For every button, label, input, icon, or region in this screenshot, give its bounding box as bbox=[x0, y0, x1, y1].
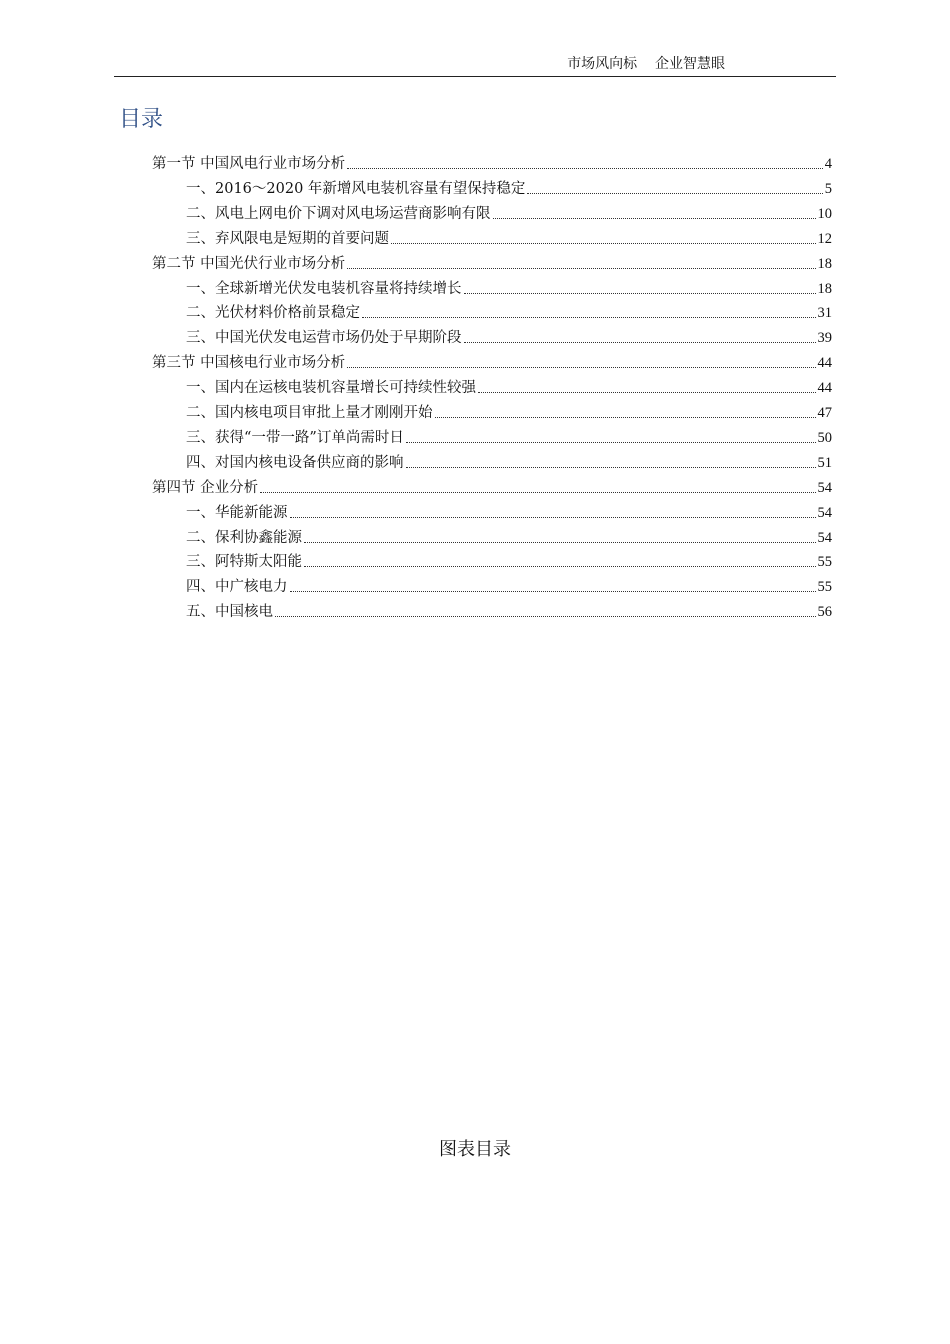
toc-subsection-entry[interactable] bbox=[186, 277, 832, 299]
toc-page-number: 5 bbox=[824, 180, 832, 197]
toc-dot-leader bbox=[304, 566, 816, 567]
toc-subsection-entry[interactable] bbox=[186, 301, 832, 323]
toc-dot-leader bbox=[347, 367, 815, 368]
toc-subsection-entry[interactable] bbox=[186, 376, 832, 398]
toc-subsection-entry[interactable] bbox=[186, 426, 832, 448]
toc-section-entry[interactable] bbox=[152, 351, 832, 373]
toc-entry-label: 一、全球新增光伏发电装机容量将持续增长 bbox=[186, 280, 462, 297]
toc-page-number: 55 bbox=[817, 579, 832, 596]
toc-entry-label: 五、中国核电 bbox=[186, 604, 273, 621]
toc-dot-leader bbox=[260, 492, 815, 493]
toc-page-number: 18 bbox=[817, 255, 832, 272]
toc-entry-label: 一、2016～2020 年新增风电装机容量有望保持稳定 bbox=[186, 180, 526, 197]
toc-title: 目录 bbox=[119, 107, 164, 132]
toc-page-number: 54 bbox=[817, 529, 832, 546]
toc-entry-label: 二、光伏材料价格前景稳定 bbox=[186, 305, 360, 322]
toc-subsection-entry[interactable] bbox=[186, 401, 832, 423]
toc-entry-label: 四、对国内核电设备供应商的影响 bbox=[186, 454, 404, 471]
toc-page-number: 4 bbox=[824, 156, 832, 172]
toc-entry-label: 二、保利协鑫能源 bbox=[186, 529, 302, 546]
toc-page-number: 54 bbox=[817, 479, 832, 496]
toc-dot-leader bbox=[464, 293, 816, 294]
toc-dot-leader bbox=[464, 342, 816, 343]
toc-entry-label: 第三节 中国核电行业市场分析 bbox=[152, 355, 346, 372]
toc-page-number: 31 bbox=[817, 305, 832, 322]
toc-subsection-entry[interactable] bbox=[186, 326, 832, 348]
toc-subsection-entry[interactable] bbox=[186, 177, 832, 199]
toc-entry-label: 三、获得“一带一路”订单尚需时日 bbox=[186, 429, 404, 446]
toc-page-number: 54 bbox=[817, 504, 832, 521]
toc-dot-leader bbox=[406, 467, 816, 468]
toc-entry-label: 第二节 中国光伏行业市场分析 bbox=[152, 255, 346, 272]
toc-entry-label: 四、中广核电力 bbox=[186, 579, 288, 596]
toc-entry-label: 一、华能新能源 bbox=[186, 504, 288, 521]
toc-dot-leader bbox=[527, 193, 822, 194]
toc-page-number: 10 bbox=[817, 205, 832, 222]
toc-page-number: 56 bbox=[817, 604, 832, 621]
toc-entry-label: 二、风电上网电价下调对风电场运营商影响有限 bbox=[186, 205, 491, 222]
toc-page-number: 47 bbox=[817, 405, 832, 421]
header-text: 市场风向标 企业智慧眼 bbox=[567, 56, 725, 72]
toc-entry-label: 第四节 企业分析 bbox=[152, 479, 259, 496]
toc-dot-leader bbox=[406, 442, 816, 443]
toc-page-number: 55 bbox=[817, 554, 832, 571]
toc-page-number: 50 bbox=[817, 429, 832, 446]
toc-entry-label: 三、弃风限电是短期的首要问题 bbox=[186, 230, 389, 247]
toc-dot-leader bbox=[391, 243, 816, 244]
toc-dot-leader bbox=[493, 218, 816, 219]
toc-page-number: 18 bbox=[817, 280, 832, 297]
toc-subsection-entry[interactable] bbox=[186, 451, 832, 473]
toc-dot-leader bbox=[347, 168, 823, 169]
toc-subsection-entry[interactable] bbox=[186, 501, 832, 523]
toc-subsection-entry[interactable] bbox=[186, 600, 832, 622]
toc-entry-label: 三、中国光伏发电运营市场仍处于早期阶段 bbox=[186, 330, 462, 347]
toc-dot-leader bbox=[347, 268, 815, 269]
toc-section-entry[interactable] bbox=[152, 476, 832, 498]
toc-subsection-entry[interactable] bbox=[186, 575, 832, 597]
toc-entry-label: 第一节 中国风电行业市场分析 bbox=[152, 156, 346, 172]
toc-page-number: 51 bbox=[817, 454, 832, 471]
toc-page-number: 12 bbox=[817, 230, 832, 247]
toc-page-number: 39 bbox=[817, 330, 832, 347]
toc-entry-label: 三、阿特斯太阳能 bbox=[186, 554, 302, 571]
toc-subsection-entry[interactable] bbox=[186, 227, 832, 249]
toc-page-number: 44 bbox=[817, 380, 832, 397]
toc-subsection-entry[interactable] bbox=[186, 202, 832, 224]
toc-dot-leader bbox=[275, 616, 816, 617]
toc-dot-leader bbox=[290, 591, 816, 592]
toc-subsection-entry[interactable] bbox=[186, 550, 832, 572]
toc-page-number: 44 bbox=[817, 355, 832, 372]
toc-subsection-entry[interactable] bbox=[186, 526, 832, 548]
toc-entry-label: 一、国内在运核电装机容量增长可持续性较强 bbox=[186, 380, 476, 397]
toc-dot-leader bbox=[290, 517, 816, 518]
toc-dot-leader bbox=[435, 417, 816, 418]
toc-dot-leader bbox=[304, 542, 816, 543]
page-header bbox=[114, 54, 836, 77]
toc-section-entry[interactable] bbox=[152, 152, 832, 174]
toc-section-entry[interactable] bbox=[152, 252, 832, 274]
toc-dot-leader bbox=[362, 317, 816, 318]
toc-entry-label: 二、国内核电项目审批上量才刚刚开始 bbox=[186, 405, 433, 421]
toc-dot-leader bbox=[478, 392, 816, 393]
figures-list-title: 图表目录 bbox=[439, 1139, 511, 1160]
